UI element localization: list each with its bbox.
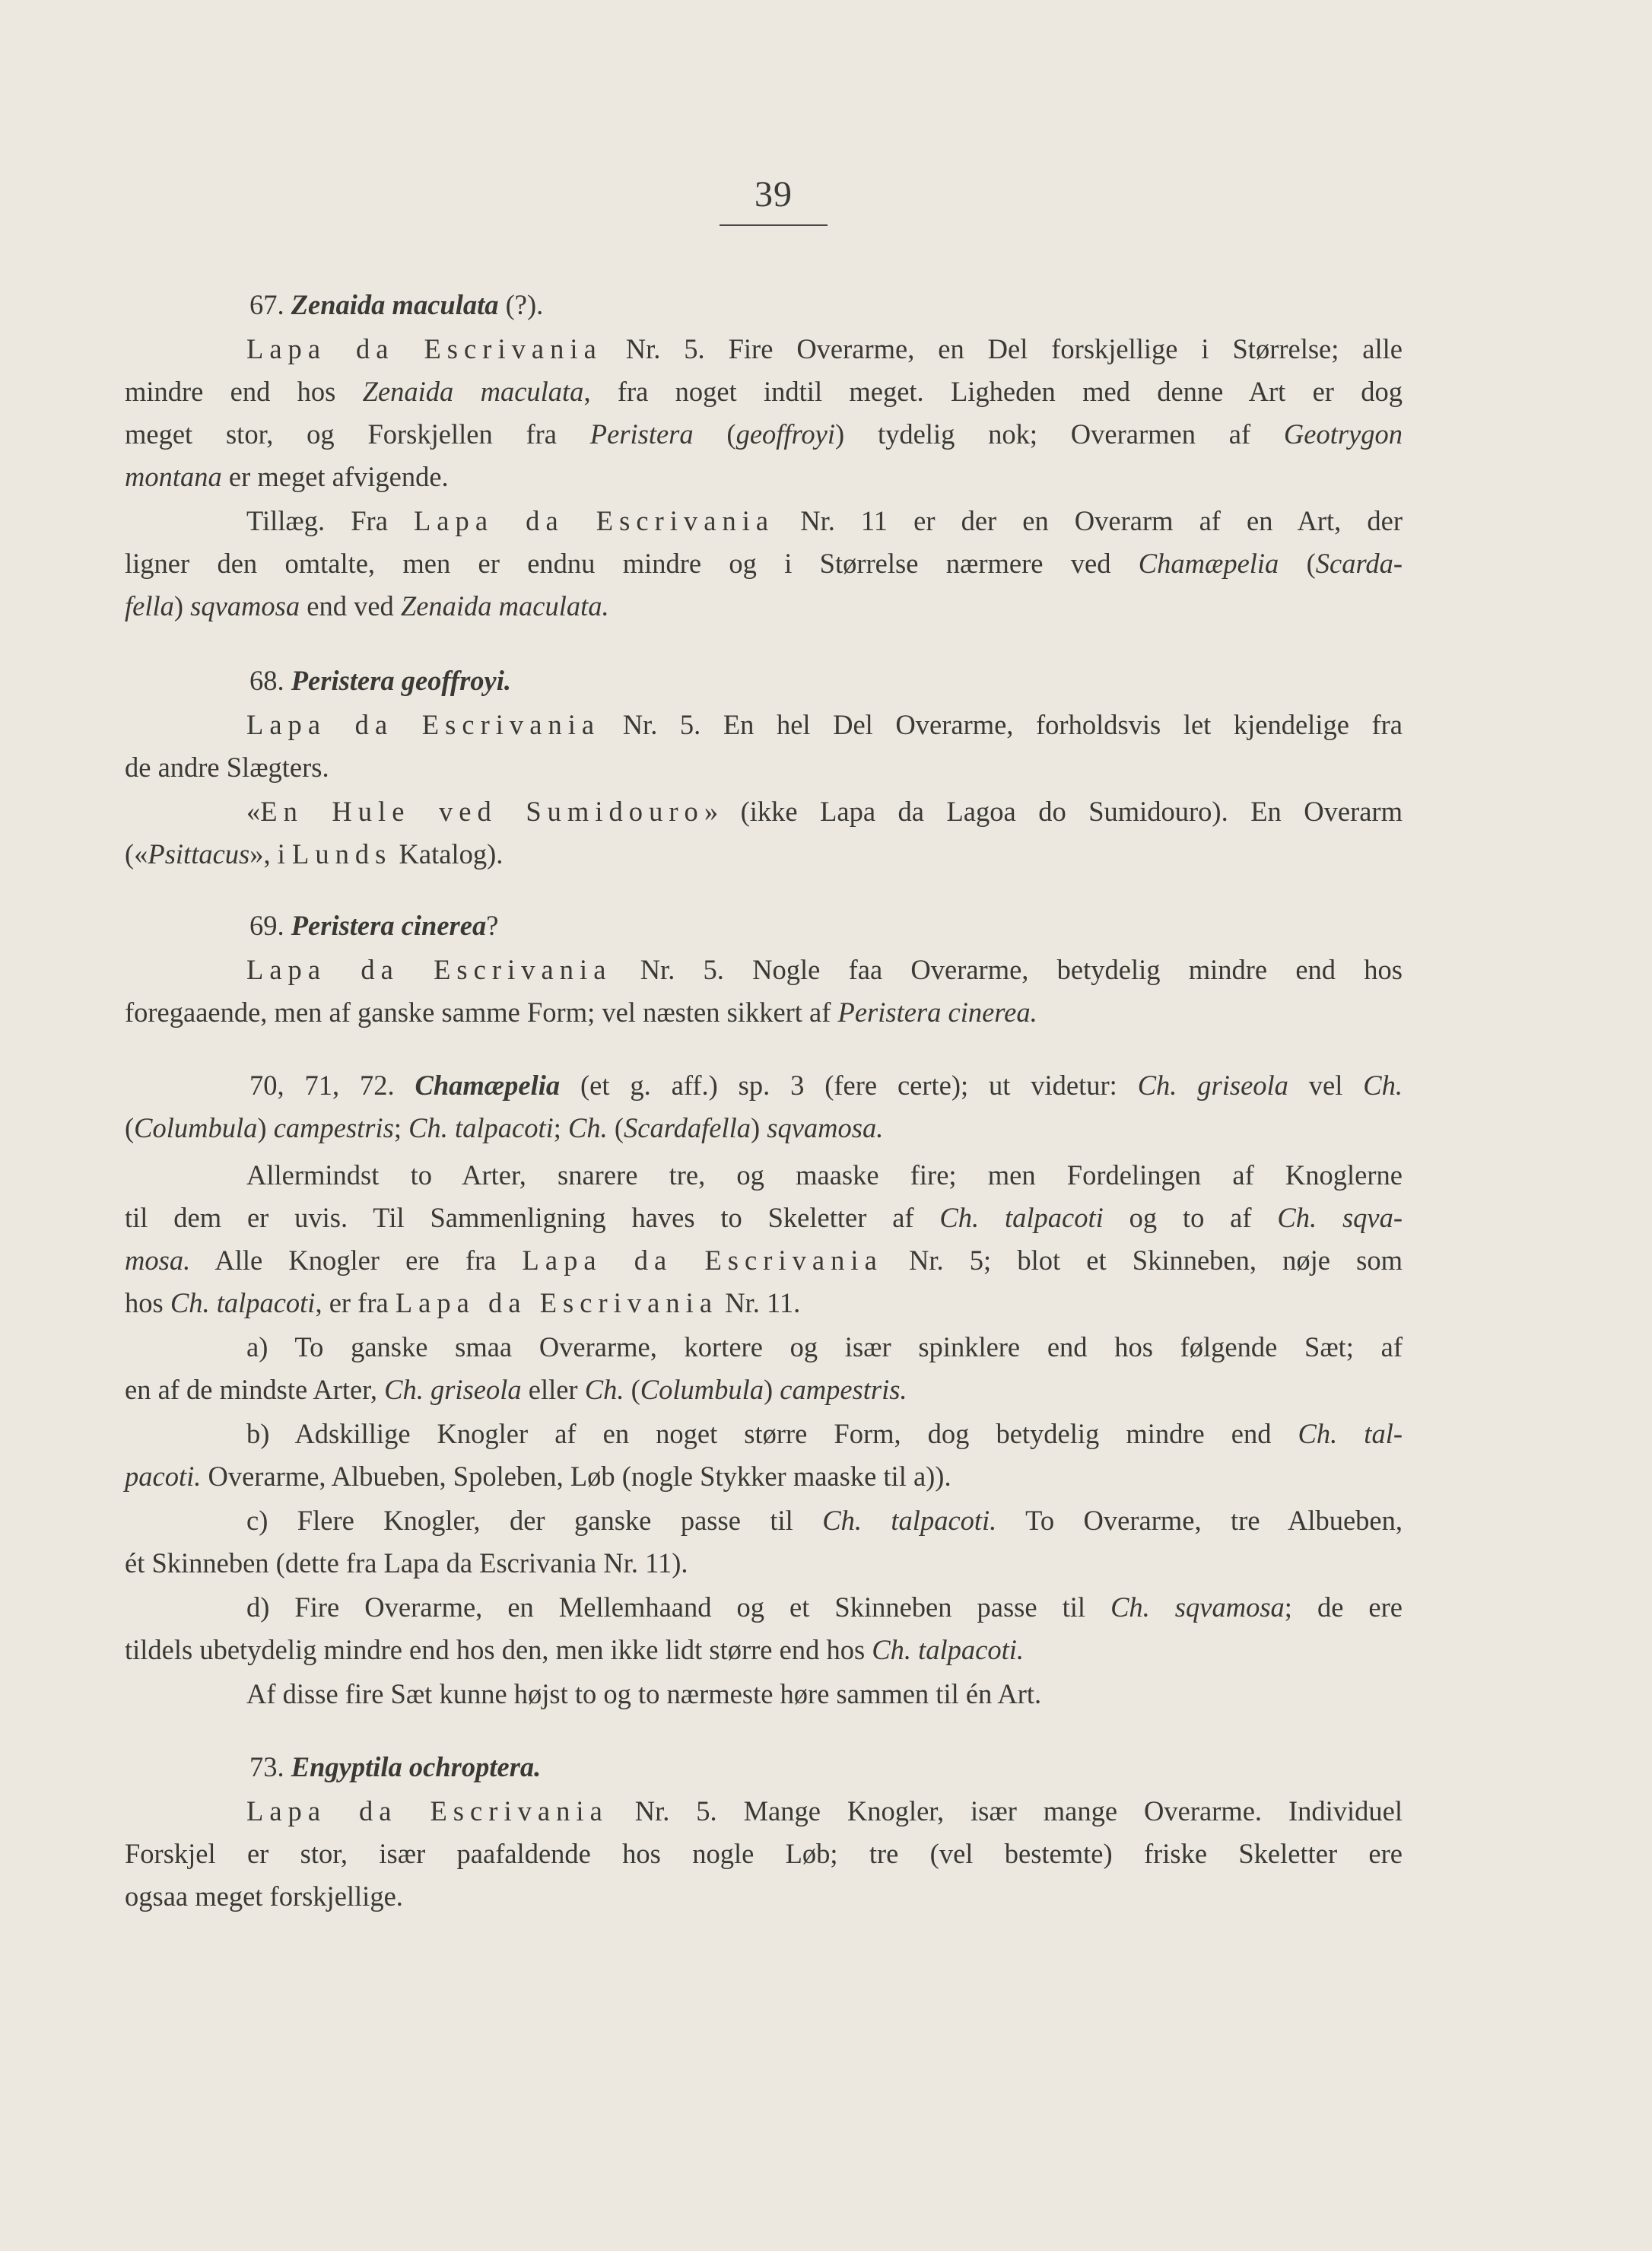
italic-term: Ch. sqvamosa [1110, 1591, 1285, 1623]
page-number-rule [720, 224, 828, 226]
italic-term: Peristera cinerea. [837, 997, 1037, 1028]
text-run: c) Flere Knogler, der ganske passe til [246, 1505, 823, 1536]
text-run: ét Skinneben (dette fra Lapa da Escrivania Nr. 11). [125, 1547, 688, 1579]
text-line [125, 1837, 1403, 1871]
italic-term: Zenaida maculata. [400, 590, 609, 622]
species-name: Peristera geoffroyi. [291, 665, 511, 696]
text-run: b) Adskillige Knogler af en noget større Form, dog betydelig mindre end [246, 1418, 1298, 1449]
italic-term: Zenaida maculata [362, 376, 584, 407]
italic-term: Ch. [584, 1374, 624, 1405]
italic-term: geoffroyi [735, 418, 836, 450]
text-run: ; [393, 1112, 409, 1143]
text-run: ( [125, 1112, 135, 1143]
italic-term: Ch. talpacoti. [822, 1505, 997, 1536]
text-line [125, 1244, 1403, 1277]
text-line [246, 795, 1403, 828]
italic-term: Scarda- [1315, 548, 1403, 579]
italic-term: Ch. griseola [384, 1374, 522, 1405]
text-line [125, 996, 1403, 1029]
text-line [246, 504, 1403, 538]
italic-term: Chamæpelia [1138, 548, 1279, 579]
text-run: foregaaende, men af ganske samme Form; vel næsten sikkert af [125, 997, 838, 1028]
text-run: ) tydelig nok; Overarmen af [835, 418, 1284, 450]
text-run: end ved [300, 590, 401, 622]
text-run: til dem er uvis. Til Sammenligning haves to Skeletter af [125, 1202, 940, 1233]
italic-term: Geotrygon [1283, 418, 1403, 450]
text-run: 73. [249, 1751, 291, 1782]
text-run: , fra noget indtil meget. Ligheden med denne Art er dog [583, 376, 1403, 407]
text-run: ) [173, 590, 191, 622]
italic-term: Peristera [589, 418, 694, 450]
italic-term: pacoti. [125, 1461, 202, 1492]
text-run: Nr. 11. [718, 1287, 801, 1318]
text-run: de andre Slægters. [125, 752, 329, 783]
text-line [125, 751, 1403, 784]
italic-term: mosa. [125, 1245, 191, 1276]
text-run: meget stor, og Forskjellen fra [125, 418, 590, 450]
italic-term: Ch. [1363, 1070, 1403, 1101]
text-run: « [246, 796, 261, 827]
text-run: , er fra [315, 1287, 396, 1318]
text-run: (« [125, 838, 148, 870]
entry-69-heading [249, 909, 1403, 943]
text-run: Tillæg. Fra [246, 505, 414, 536]
page-number: 39 [755, 174, 793, 215]
text-line [125, 547, 1403, 580]
italic-term: Scardafella [624, 1112, 751, 1143]
spaced-locality: Lapa da Escrivania [246, 709, 601, 740]
italic-term: campestris. [780, 1374, 907, 1405]
species-name: Peristera cinerea [291, 910, 487, 941]
text-run: Nr. 11 er der en Overarm af en Art, der [774, 505, 1403, 536]
text-line [125, 1880, 1403, 1913]
text-run: Nr. 5. En hel Del Overarme, forholdsvis let kjendelige fra [600, 709, 1403, 740]
spaced-locality: En Hule ved Sumidouro [260, 796, 704, 827]
species-name: Zenaida maculata [291, 289, 499, 320]
text-line [125, 1460, 1403, 1493]
text-run: Katalog). [392, 838, 504, 870]
text-line [246, 1677, 1403, 1711]
spaced-locality: Lunds [292, 838, 392, 870]
italic-term: Ch. [568, 1112, 608, 1143]
text-run: ? [486, 910, 499, 941]
text-run: To Overarme, tre Albueben, [996, 1505, 1403, 1536]
text-run: ( [624, 1374, 640, 1405]
text-line [246, 1331, 1403, 1364]
text-line [125, 1373, 1403, 1407]
entry-68-heading [249, 664, 1403, 698]
italic-term: Ch. sqva- [1277, 1202, 1403, 1233]
text-run: » (ikke Lapa da Lagoa do Sumidouro). En Overarm [704, 796, 1403, 827]
text-run: 68. [249, 665, 291, 696]
text-line [246, 332, 1403, 366]
entry-73-heading [249, 1750, 1403, 1784]
text-run: ( [693, 418, 736, 450]
text-run: 67. [249, 289, 291, 320]
italic-term: Columbula [134, 1112, 258, 1143]
text-run: vel [1288, 1070, 1364, 1101]
text-run: Nr. 5; blot et Skinneben, nøje som [882, 1245, 1403, 1276]
text-line [246, 1795, 1403, 1828]
text-run: 70, 71, 72. [249, 1070, 415, 1101]
text-run: hos [125, 1287, 170, 1318]
text-run: ; [553, 1112, 569, 1143]
text-line [246, 953, 1403, 987]
text-run: Nr. 5. Mange Knogler, især mange Overarme. Individuel [608, 1795, 1403, 1827]
text-line [125, 1111, 1403, 1145]
italic-term: Ch. talpacoti [939, 1202, 1104, 1233]
entry-67-heading [249, 288, 1403, 322]
text-line [125, 1201, 1403, 1235]
text-line [125, 590, 1403, 623]
italic-term: sqvamosa [190, 590, 300, 622]
spaced-locality: Lapa da Escrivania [413, 505, 775, 536]
text-line [125, 460, 1403, 494]
text-run: Overarme, Albueben, Spoleben, Løb (nogle Stykker maaske til a)). [201, 1461, 951, 1492]
text-run: ) [257, 1112, 274, 1143]
text-line [246, 1591, 1403, 1624]
text-run: Forskjel er stor, især paafaldende hos nogle Løb; tre (vel bestemte) friske Skeletter ere [125, 1838, 1403, 1869]
text-line [125, 1633, 1403, 1667]
species-name: Chamæpelia [415, 1070, 561, 1101]
italic-term: Ch. talpacoti. [872, 1634, 1025, 1665]
italic-term: Columbula [640, 1374, 764, 1405]
text-run: », i [249, 838, 293, 870]
text-line [125, 418, 1403, 451]
text-run: d) Fire Overarme, en Mellemhaand og et Skinneben passe til [246, 1591, 1111, 1623]
text-run: ( [607, 1112, 624, 1143]
text-run: ) [763, 1374, 780, 1405]
text-run: ligner den omtalte, men er endnu mindre og i Størrelse nærmere ved [125, 548, 1139, 579]
spaced-locality: Lapa da Escrivania [246, 333, 602, 364]
italic-term: sqvamosa. [767, 1112, 884, 1143]
italic-term: Ch. tal- [1298, 1418, 1403, 1449]
spaced-locality: Lapa da Escrivania [246, 954, 612, 985]
text-run: (et g. aff.) sp. 3 (fere certe); ut videtur: [560, 1070, 1138, 1101]
species-name: Engyptila ochroptera. [291, 1751, 542, 1782]
spaced-locality: Lapa da Escrivania [395, 1287, 719, 1318]
italic-term: Ch. talpacoti [170, 1287, 316, 1318]
text-line [246, 1504, 1403, 1537]
text-run: a) To ganske smaa Overarme, kortere og især spinklere end hos følgende Sæt; af [246, 1331, 1403, 1362]
italic-term: fella [125, 590, 174, 622]
italic-term: Ch. griseola [1137, 1070, 1288, 1101]
italic-term: montana [125, 461, 222, 492]
text-run: mindre end hos [125, 376, 363, 407]
text-run: Nr. 5. Nogle faa Overarme, betydelig mindre end hos [612, 954, 1403, 985]
entry-70-72-heading [249, 1069, 1403, 1102]
text-line [125, 1547, 1403, 1580]
text-run: ) [750, 1112, 767, 1143]
italic-term: Ch. talpacoti [408, 1112, 554, 1143]
text-line [125, 375, 1403, 409]
text-line [246, 1159, 1403, 1192]
italic-term: Psittacus [148, 838, 250, 870]
text-line [246, 708, 1403, 742]
spaced-locality: Lapa da Escrivania [246, 1795, 608, 1827]
text-run: en af de mindste Arter, [125, 1374, 385, 1405]
text-run: Allermindst to Arter, snarere tre, og maaske fire; men Fordelingen af Knoglerne [246, 1159, 1403, 1191]
italic-term: campestris [273, 1112, 394, 1143]
text-line [125, 838, 1403, 871]
text-run: ; de ere [1284, 1591, 1403, 1623]
text-run: ( [1279, 548, 1316, 579]
text-run: er meget afvigende. [221, 461, 449, 492]
spaced-locality: Lapa da Escrivania [522, 1245, 883, 1276]
text-run: 69. [249, 910, 291, 941]
text-run: og to af [1103, 1202, 1278, 1233]
text-line [246, 1417, 1403, 1451]
text-run: (?). [498, 289, 544, 320]
text-run: Af disse fire Sæt kunne højst to og to nærmeste høre sammen til én Art. [246, 1678, 1042, 1709]
text-run: Nr. 5. Fire Overarme, en Del forskjellige i Størrelse; alle [602, 333, 1403, 364]
text-run: eller [521, 1374, 585, 1405]
text-run: ogsaa meget forskjellige. [125, 1881, 403, 1912]
text-run: Alle Knogler ere fra [190, 1245, 523, 1276]
text-line [125, 1286, 1403, 1320]
text-run: tildels ubetydelig mindre end hos den, men ikke lidt større end hos [125, 1634, 872, 1665]
